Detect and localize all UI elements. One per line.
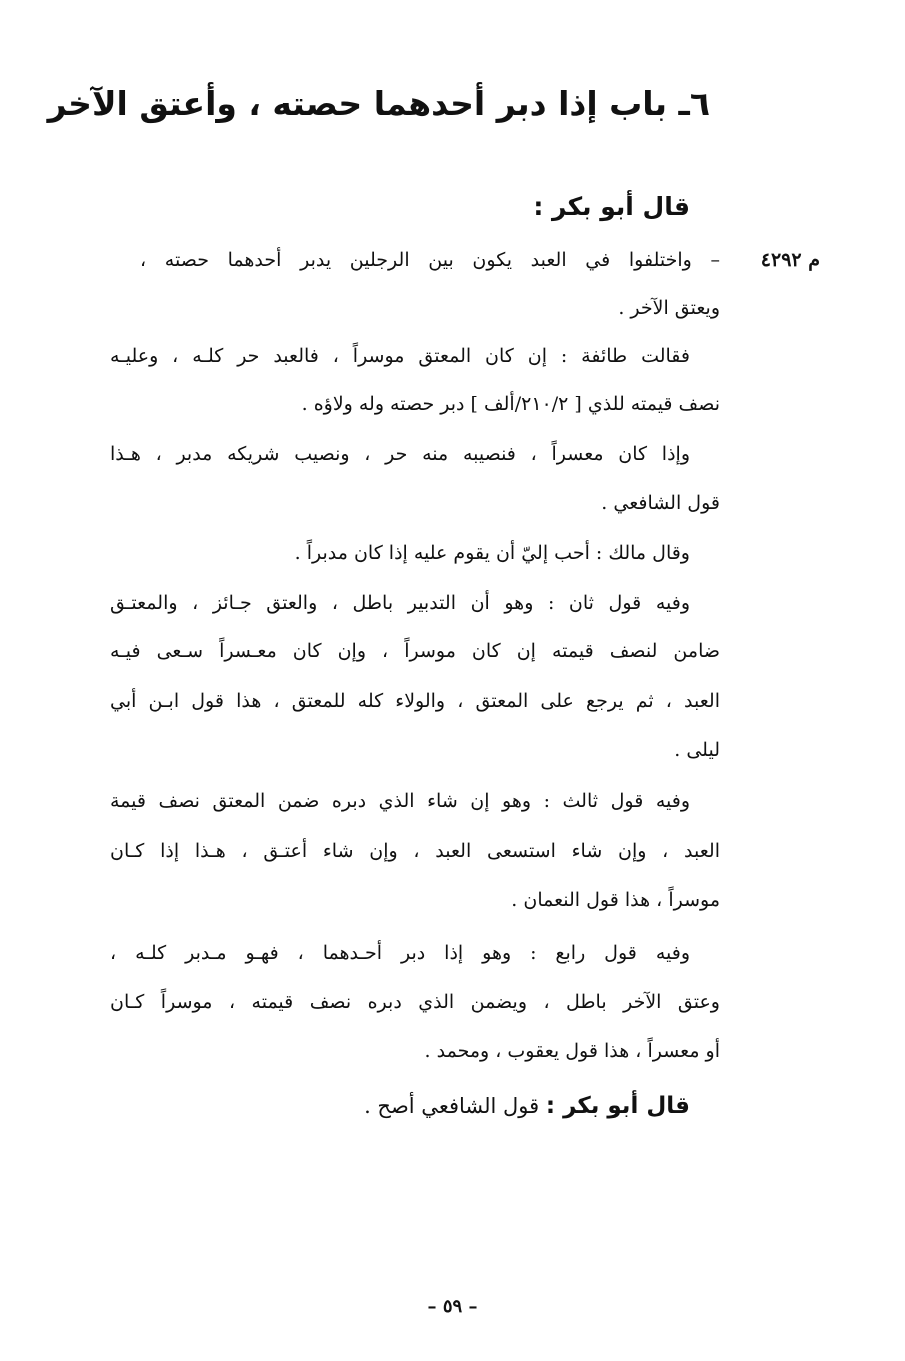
entry-line-2: ويعتق الآخر . [618, 297, 720, 319]
paragraph-4-line-4: ليلى . [674, 739, 720, 761]
paragraph-4-line-3: العبد ، ثم يرجع على المعتق ، والولاء كله للمعتق ، هذا قول ابـن أبي [110, 690, 720, 712]
paragraph-2-line-2: قول الشافعي . [601, 492, 720, 514]
paragraph-1-line-1: فقالت طائفة : إن كان المعتق موسراً ، فالعبد حر كلـه ، وعليـه [110, 345, 690, 367]
paragraph-6-line-1: وفيه قول رابع : وهو إذا دبر أحـدهما ، فهـو مـدبر كلـه ، [110, 942, 690, 964]
entry-line-1: – واختلفوا في العبد يكون بين الرجلين يدبر أحدهما حصته ، [140, 249, 720, 271]
paragraph-6-line-2: وعتق الآخر باطل ، ويضمن الذي دبره نصف قيمته ، موسراً كـان [110, 991, 720, 1013]
page-number: – ٥٩ – [427, 1296, 478, 1317]
paragraph-5-line-3: موسراً ، هذا قول النعمان . [511, 889, 720, 911]
paragraph-4-line-1: وفيه قول ثان : وهو أن التدبير باطل ، والعتق جـائز ، والمعتـق [110, 592, 690, 614]
paragraph-5-line-1: وفيه قول ثالث : وهو إن شاء الذي دبره ضمن المعتق نصف قيمة [110, 790, 690, 812]
paragraph-1-line-2: نصف قيمته للذي [ ٢١٠/٢/ألف ] دبر حصته وله ولاؤه . [301, 393, 720, 415]
conclusion-text: قول الشافعي أصح . [364, 1094, 540, 1118]
conclusion [364, 1087, 690, 1125]
paragraph-6-line-3: أو معسراً ، هذا قول يعقوب ، ومحمد . [424, 1040, 720, 1062]
paragraph-4-line-2: ضامن لنصف قيمته إن كان موسراً ، وإن كان معـسراً سـعى فيـه [110, 640, 720, 662]
conclusion-label: قال أبو بكر : [545, 1093, 690, 1119]
paragraph-3-line-1: وقال مالك : أحب إليّ أن يقوم عليه إذا كان مدبراً . [294, 542, 690, 564]
paragraph-2-line-1: وإذا كان معسراً ، فنصيبه منه حر ، ونصيب شريكه مدبر ، هـذا [110, 443, 690, 465]
entry-number: م ٤٢٩٢ [760, 249, 820, 271]
speaker-intro: قال أبو بكر : [533, 192, 690, 221]
chapter-title: ٦ـ باب إذا دبر أحدهما حصته ، وأعتق الآخر [47, 84, 710, 123]
paragraph-5-line-2: العبد ، وإن شاء استسعى العبد ، وإن شاء أعتـق ، هـذا إذا كـان [110, 840, 720, 862]
